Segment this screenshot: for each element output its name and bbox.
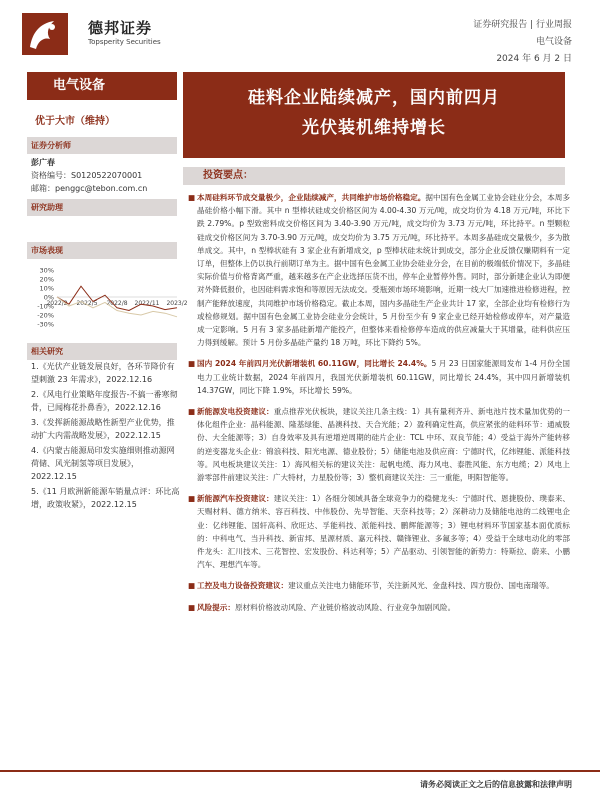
related-item[interactable]: 3.《发挥新能源战略性新型产业优势，推动扩大内需战略发展》，2022.12.15 — [31, 418, 175, 440]
report-industry: 电气设备 — [535, 37, 572, 47]
title-line-1: 硅料企业陆续减产，国内前四月 — [248, 88, 500, 108]
analyst-email[interactable]: 邮箱：penggc@tebon.com.cn — [31, 184, 148, 193]
para-lead: 新能源发电投资建议： — [197, 407, 274, 417]
related-item[interactable]: 2.《风电行业策略年度报告-不搞一番寒彻骨，已闻梅花扑鼻香》，2022.12.16 — [31, 390, 178, 412]
para-text: 重点推荐光伏板块，建议关注几条主线：1）具有量利齐升、新电池片技术量加优势的一体化组件企业：晶科能源、隆基绿能、晶澳科技、天合光能；2）盈利确定性高，供应紧张的硅料环节：通威股份、大全能源等；3）自身效率及具有逆增逆周期的硅片企业：TCL 中环、双良节能；4）受益于海外产能转移的逆变器龙头企业：锦浪科技、阳光电源、德业股份；5）储能电池及供应商：宁德时代，亿纬锂能、派能科技等。风电板块建议关注：1）海风相关标的建议关注：起帆电缆、海力风电、泰胜风能、东方电缆；2）风电上游零部件前建议关注：广大特材，力星股份等；3）整机商建议关注：三一重能，明阳智能等。 — [197, 407, 570, 483]
para-text: 5 月 23 日国家能源局发布 1-4 月份全国电力工业统计数据，2024 年前四月，我国光伏新增装机 60.11GW，同比增长 24.4%，其中四月新增装机 14.37GW，同比下降 1.9%，环比增长 59%。 — [197, 359, 571, 395]
y-tick-label: 0% — [43, 293, 54, 302]
para-risk — [188, 601, 570, 614]
para-lead: 本周硅料环节成交量极少，企业陆续减产，共同维护市场价格稳定。 — [197, 193, 426, 202]
para-lead: 新能源汽车投资建议： — [197, 494, 274, 504]
bullet-icon: ■ — [188, 581, 196, 591]
analyst-name: 彭广春 — [31, 158, 55, 167]
y-tick-label: 20% — [39, 275, 54, 284]
related-section-head: 相关研究 — [27, 343, 177, 360]
x-tick-label: 2022/8 — [106, 300, 128, 307]
x-tick-label: 2022/11 — [134, 300, 160, 307]
report-type: 证券研究报告 | 行业周报 — [473, 20, 572, 30]
industry-label: 电气设备 — [27, 72, 177, 100]
para-polysilicon — [188, 191, 570, 349]
para-industrial-control — [188, 579, 570, 592]
market-section-head: 市场表现 — [27, 242, 177, 259]
analyst-section-head: 证券分析师 — [27, 137, 177, 154]
para-text: 建议关注：1）各细分领域具备全球竞争力的稳健龙头：宁德时代、恩捷股份、璞泰来、天赐材料、德方纳米、容百科技、中伟股份、先导智能、天奈科技等；2）深耕动力及储能电池的二线锂电企业：亿纬锂能、国轩高科、欣旺达、孚能科技、派能科技、鹏辉能源等；3）锂电材料环节国家基本面优质标的：中科电气、当升科技、新宙邦、星源材质、嘉元科技、赣锋锂业、多氟多等；4）受益于全球电动化的零部件龙头：汇川技术、三花智控、宏发股份、科达利等；5）产品驱动、引领智能的新势力：特斯拉、蔚来、小鹏汽车、理想汽车等。 — [197, 494, 570, 570]
para-lead: 风险提示： — [197, 602, 235, 612]
report-body — [188, 175, 570, 622]
report-meta — [473, 17, 572, 68]
para-text: 建议重点关注电力储能环节，关注新风光、金盘科技、四方股份、国电南瑞等。 — [288, 581, 554, 591]
report-title — [183, 72, 565, 158]
bullet-icon: ■ — [188, 407, 196, 417]
related-item[interactable]: 5.《11 月欧洲新能源车销量点评：环比高增，政策收紧》，2022.12.15 — [31, 487, 180, 509]
footer-disclaimer: 请务必阅读正文之后的信息披露和法律声明 — [420, 780, 572, 789]
x-tick-label: 2022/5 — [76, 300, 98, 307]
related-item[interactable]: 4.《内蒙古能源局印发实施细则推动源网荷储、风光制氢等项目发展》，2022.12.15 — [31, 446, 175, 481]
highlights-head: 投资要点： — [183, 167, 565, 185]
report-date: 2024 年 6 月 2 日 — [496, 54, 572, 64]
related-item[interactable]: 1.《光伏产业链发展良好，各环节降价有望刺激 23 年需求》，2022.12.16 — [31, 362, 175, 384]
para-lead: 工控及电力设备投资建议： — [197, 581, 289, 591]
bullet-icon: ■ — [188, 193, 196, 202]
footer-divider — [0, 770, 600, 772]
y-tick-label: 30% — [39, 266, 54, 275]
rating: 优于大市（维持） — [35, 116, 115, 127]
para-lead: 国内 2024 年前四月光伏新增装机 60.11GW，同比增长 24.4%。 — [197, 359, 432, 369]
bullet-icon: ■ — [188, 359, 196, 369]
brand-name-en: Topsperity Securities — [88, 38, 161, 46]
x-tick-label: 2022/2 — [46, 300, 68, 307]
para-newenergy-power — [188, 405, 570, 484]
para-text: 据中国有色金属工业协会硅业分会，本周多晶硅价格小幅下滑。其中 n 型棒状硅成交价格区间为 4.00-4.30 万元/吨，成交均价为 4.18 万元/吨，环比下跌 2.79%。p 型致密料成交价格区间为 3.40-3.90 万元/吨，成交均价为 3.73 万元/吨，环比持平。n 型颗粒硅成交价格区间为 3.70-3.90 万元/吨，成交均价为 3.75 万元/吨，环比持平。本周多晶硅成交量极少，多为散单成交。其中，n 型棒状硅有 3 家企业有新增成交，p 型棒状硅未统计到成交，部分企业反馈仅赚期料有一定订单，但整体上仍以执行前期订单为主。据中国有色金属工业协会硅业分会，在目前的极端低价情况下，多晶硅实际价值与价格背离严重，越来越多在产企业选择压货不出，停车企业暂停外售。同时，部分新建企业认为即便对外降低报价，也因硅料需求饱和等原因无法成交。受瓶颈市场环境影响，近期一线大厂加速推进检修进程，控制产能释放速度，共同维护市场价格稳定。截止本周，国内多晶硅生产企业共计 17 家，全部企业均有检修行为或检修规划。据中国有色金属工业协会硅业分会统计，5 月份至少有 9 家企业已经开始检修或停车，对产量造成一定影响。5 月有 3 家多晶硅新增产能投产，但整体来看检修停车造成的供应减量大于其增量，硅料供应压力得到缓解。预计 5 月份多晶硅产量约 18 万吨，环比下降约 5%。 — [197, 193, 571, 348]
y-tick-label: 10% — [39, 284, 54, 293]
researcher-section-head: 研究助理 — [27, 199, 177, 216]
para-pv-install — [188, 357, 570, 397]
x-tick-label: 2023/2 — [166, 300, 188, 307]
company-logo — [22, 13, 68, 55]
related-list — [31, 360, 181, 513]
y-tick-label: -30% — [37, 320, 54, 329]
y-tick-label: -20% — [37, 311, 54, 320]
brand-name: 德邦证券 — [88, 19, 153, 37]
bullet-icon: ■ — [188, 602, 196, 612]
para-text: 原材料价格波动风险、产业链价格波动风险、行业竞争加剧风险。 — [234, 602, 456, 612]
title-line-2: 光伏装机维持增长 — [302, 118, 446, 138]
bullet-icon: ■ — [188, 494, 196, 504]
y-tick-label: -10% — [37, 302, 54, 311]
para-nev — [188, 492, 570, 571]
analyst-cert: 资格编号：S0120522070001 — [31, 171, 143, 180]
